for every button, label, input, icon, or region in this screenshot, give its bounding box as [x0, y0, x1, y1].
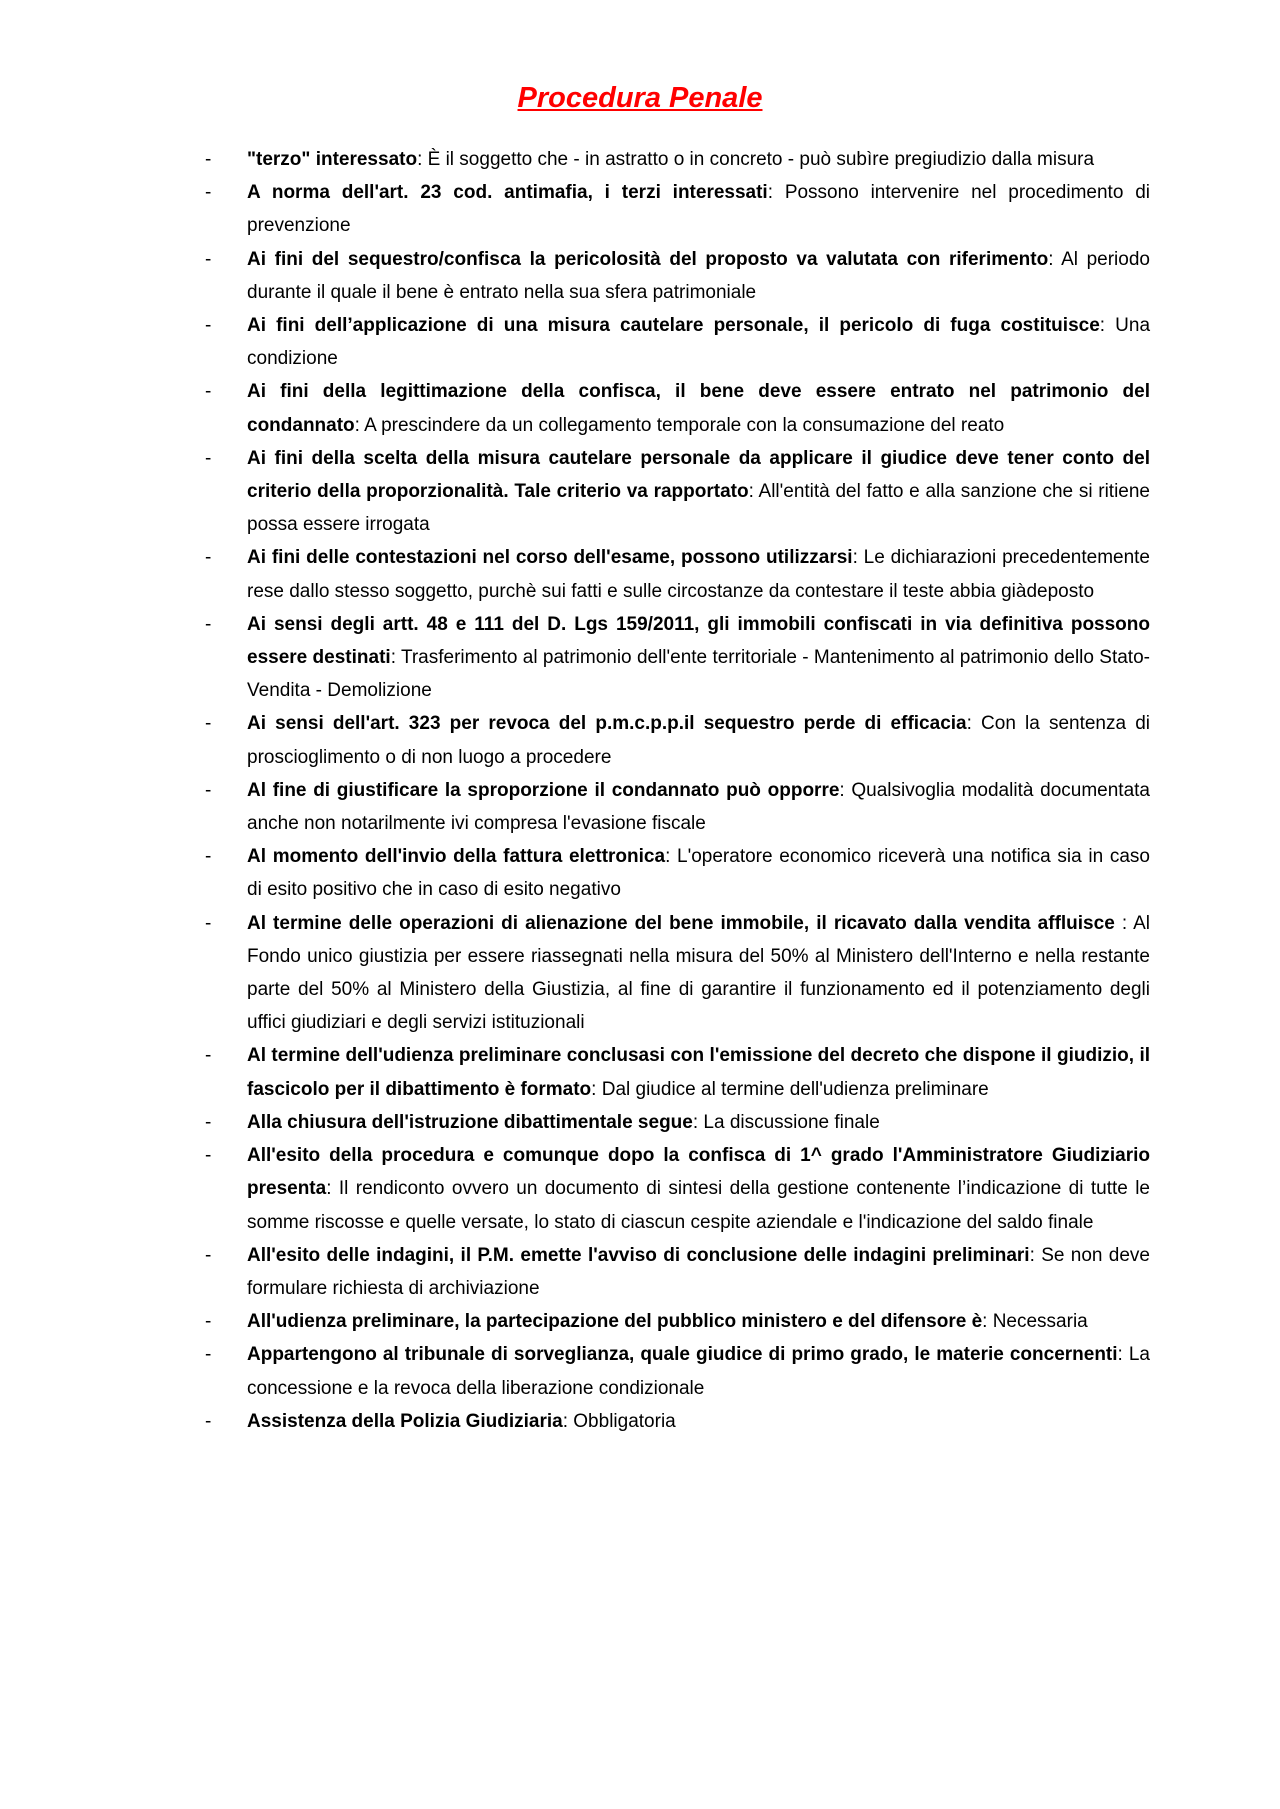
bullet-dash: - — [205, 1045, 212, 1067]
question-text: Appartengono al tribunale di sorveglianza, quale giudice di primo grado, le materie concernenti — [247, 1344, 1118, 1366]
answer-text: : La concessione e la revoca della liberazione condizionale — [247, 1344, 1150, 1399]
list-item — [205, 1039, 1150, 1105]
answer-text: : Le dichiarazioni precedentemente rese dallo stesso soggetto, purchè sui fatti e sulle circostanze da contestare il teste abbia giàdeposto — [247, 547, 1150, 602]
question-text: Assistenza della Polizia Giudiziaria — [247, 1410, 563, 1432]
answer-text: : È il soggetto che - in astratto o in concreto - può subìre pregiudizio dalla misura — [417, 149, 1095, 170]
question-text: Al momento dell'invio della fattura elettronica — [247, 846, 666, 868]
list-item — [205, 243, 1150, 309]
question-text: All'udienza preliminare, la partecipazione del pubblico ministero e del difensore è — [247, 1311, 983, 1333]
answer-text: : A prescindere da un collegamento temporale con la consumazione del reato — [354, 414, 1005, 436]
question-text: Al termine delle operazioni di alienazione del bene immobile, il ricavato dalla vendita affluisce — [247, 912, 1115, 934]
answer-text: : Al Fondo unico giustizia per essere riassegnati nella misura del 50% al Ministero dell'Interno e nella restante parte del 50% al Ministero della Giustizia, al fine di garantire il funzionamento ed il potenziamento degli uffici giudiziari e degli servizi istituzionali — [247, 912, 1150, 1034]
question-text: A norma dell'art. 23 cod. antimafia, i terzi interessati — [247, 182, 768, 204]
question-text: Ai fini della scelta della misura cautelare personale da applicare il giudice deve tener conto del criterio della proporzionalità. Tale criterio va rapportato — [247, 447, 1150, 503]
bullet-dash: - — [205, 713, 212, 735]
question-text: Ai fini delle contestazioni nel corso dell'esame, possono utilizzarsi — [247, 547, 853, 569]
list-item — [205, 1106, 1150, 1139]
bullet-dash: - — [205, 1344, 212, 1366]
bullet-dash: - — [205, 315, 212, 337]
bullet-dash: - — [205, 1111, 212, 1133]
list-item — [205, 608, 1150, 708]
page-title: Procedura Penale — [517, 82, 763, 114]
answer-text: : Al periodo durante il quale il bene è entrato nella sua sfera patrimoniale — [247, 248, 1150, 303]
question-text: Al fine di giustificare la sproporzione il condannato può opporre — [247, 779, 840, 801]
answer-text: : All'entità del fatto e alla sanzione che si ritiene possa essere irrogata — [247, 481, 1150, 536]
question-text: All'esito delle indagini, il P.M. emette l'avviso di conclusione delle indagini preliminari — [247, 1244, 1030, 1266]
list-item — [205, 541, 1150, 607]
answer-text: : Con la sentenza di proscioglimento o di non luogo a procedere — [247, 713, 1150, 768]
list-item — [205, 1239, 1150, 1305]
list-item — [205, 143, 1150, 176]
list-item — [205, 1338, 1150, 1404]
bullet-dash: - — [205, 149, 212, 170]
answer-text: : Obbligatoria — [562, 1410, 676, 1432]
question-text: Alla chiusura dell'istruzione dibattimentale segue — [247, 1111, 693, 1133]
bullet-dash: - — [205, 248, 212, 270]
answer-text: : Una condizione — [247, 315, 1151, 370]
answer-text: : Necessaria — [982, 1311, 1088, 1333]
bullet-dash: - — [205, 381, 212, 403]
answer-text: : Se non deve formulare richiesta di archiviazione — [247, 1244, 1150, 1299]
question-text: Ai fini dell’applicazione di una misura cautelare personale, il pericolo di fuga costituisce — [247, 315, 1100, 337]
list-item — [205, 1139, 1150, 1239]
list-item — [205, 707, 1150, 773]
bullet-dash: - — [205, 182, 212, 204]
question-text: "terzo" interessato — [247, 149, 418, 170]
list-item — [205, 1405, 1150, 1438]
bullet-dash: - — [205, 1311, 212, 1333]
list-item — [205, 907, 1150, 1040]
bullet-dash: - — [205, 1145, 212, 1167]
answer-text: : Qualsivoglia modalità documentata anche non notarilmente ivi compresa l'evasione fiscale — [247, 779, 1150, 835]
bullet-dash: - — [205, 846, 212, 868]
question-text: Ai sensi dell'art. 323 per revoca del p.m.c.p.p.il sequestro perde di efficacia — [247, 713, 967, 735]
list-item — [205, 442, 1150, 542]
answer-text: : Il rendiconto ovvero un documento di sintesi della gestione contenente l’indicazione di tutte le somme riscosse e quelle versate, lo stato di ciascun cespite aziendale e l'indicazione del saldo finale — [247, 1178, 1150, 1233]
list-item — [205, 774, 1150, 840]
bullet-dash: - — [205, 1410, 212, 1432]
bullet-dash: - — [205, 613, 212, 635]
question-text: Ai fini del sequestro/confisca la pericolosità del proposto va valutata con riferimento — [247, 248, 1049, 270]
answer-text: : La discussione finale — [692, 1111, 880, 1133]
list-item — [205, 176, 1150, 242]
question-text: Ai sensi degli artt. 48 e 111 del D. Lgs 159/2011, gli immobili confiscati in via definitiva possono essere destinati — [247, 613, 1150, 669]
list-item — [205, 309, 1150, 375]
list-item — [205, 375, 1150, 441]
question-text: Ai fini della legittimazione della confisca, il bene deve essere entrato nel patrimonio del condannato — [247, 381, 1150, 436]
answer-text: : Possono intervenire nel procedimento di prevenzione — [247, 182, 1150, 237]
answer-text: : Trasferimento al patrimonio dell'ente territoriale - Mantenimento al patrimonio dello Stato- Vendita - Demolizione — [247, 647, 1150, 702]
question-text: Al termine dell'udienza preliminare conclusasi con l'emissione del decreto che dispone il giudizio, il fascicolo per il dibattimento è formato — [247, 1045, 1150, 1100]
bullet-dash: - — [205, 547, 212, 569]
question-text: All'esito della procedura e comunque dopo la confisca di 1^ grado l'Amministratore Giudiziario presenta — [247, 1145, 1150, 1200]
list-item — [205, 840, 1150, 906]
bullet-dash: - — [205, 447, 212, 469]
answer-text: : Dal giudice al termine dell'udienza preliminare — [591, 1078, 989, 1100]
bullet-dash: - — [205, 912, 212, 934]
answer-text: : L'operatore economico riceverà una notifica sia in caso di esito positivo che in caso di esito negativo — [247, 846, 1150, 901]
bullet-dash: - — [205, 1244, 212, 1266]
qa-list — [205, 143, 1150, 1438]
list-item — [205, 1305, 1150, 1338]
bullet-dash: - — [205, 779, 212, 801]
